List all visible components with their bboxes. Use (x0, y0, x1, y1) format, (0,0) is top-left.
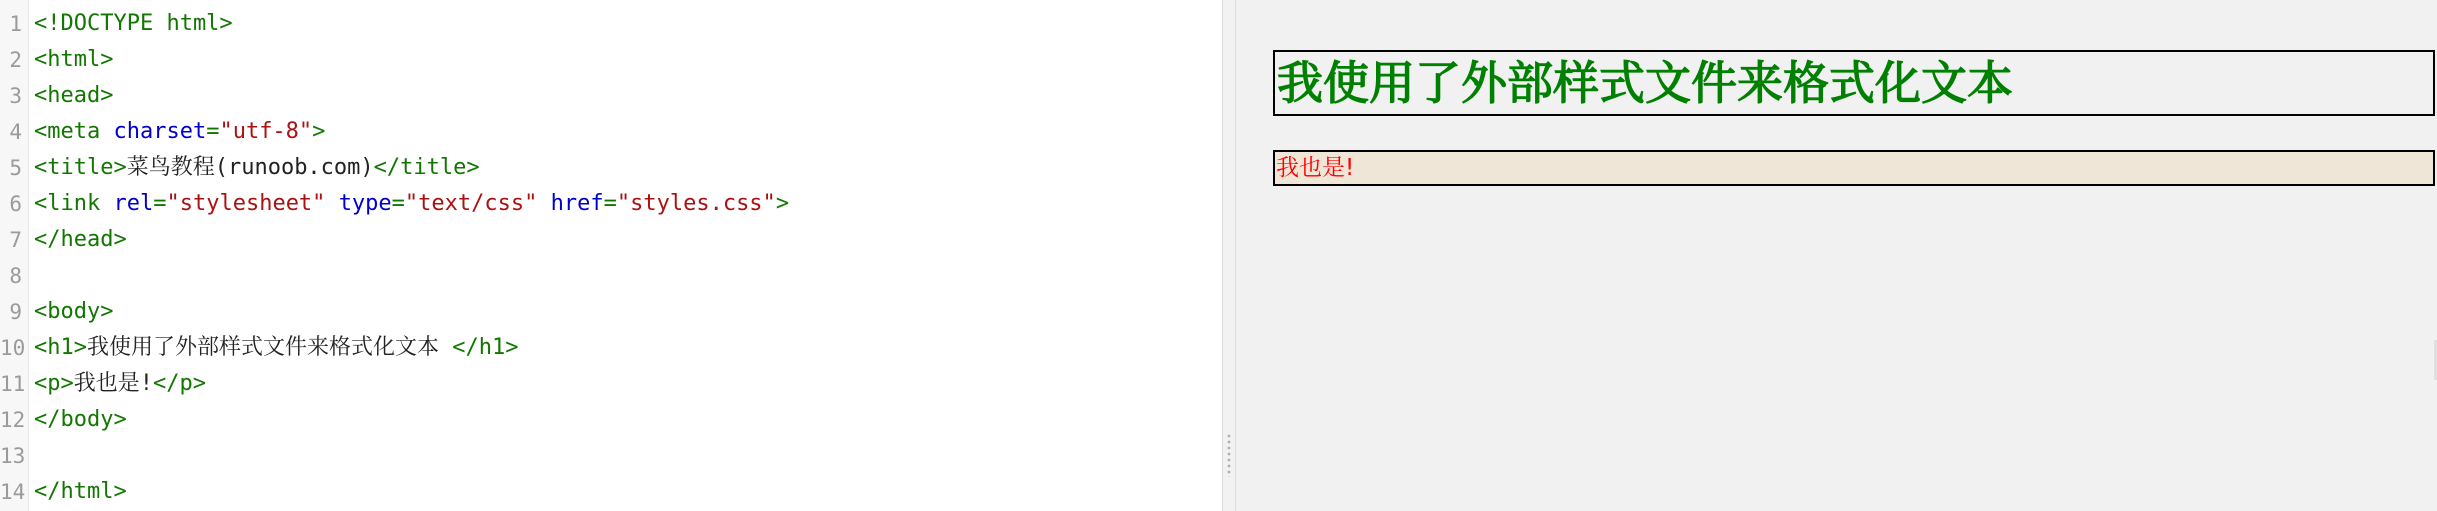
line-number: 2 (9, 48, 22, 72)
line-number: 5 (9, 156, 22, 180)
code-token: <meta (34, 119, 114, 144)
line-number: 3 (9, 84, 22, 108)
code-token: "styles.css" (616, 191, 776, 216)
result-preview (1236, 0, 2437, 511)
code-token: type (338, 191, 392, 216)
code-line[interactable] (0, 6, 1222, 42)
code-token: <!DOCTYPE html> (34, 11, 233, 36)
line-number: 6 (9, 192, 22, 216)
code-line[interactable] (0, 150, 1222, 186)
code-token: = (206, 119, 220, 144)
code-text (34, 186, 789, 222)
code-text (34, 294, 113, 330)
code-text (34, 150, 480, 186)
code-token: 我使用了外部样式文件来格式化文本 (86, 335, 453, 360)
code-token: <title> (34, 155, 127, 180)
code-text (34, 366, 206, 402)
code-line[interactable] (0, 186, 1222, 222)
line-number: 4 (9, 120, 22, 144)
preview-paragraph: 我也是! (1273, 150, 2435, 186)
code-line[interactable] (0, 222, 1222, 258)
line-number: 7 (9, 228, 22, 252)
drag-handle-icon[interactable] (1226, 433, 1232, 477)
code-token: </h1> (452, 335, 519, 360)
code-line[interactable] (0, 330, 1222, 366)
code-text (34, 222, 127, 258)
line-number: 10 (0, 336, 26, 360)
code-text (34, 474, 127, 510)
code-token: <head> (34, 83, 114, 108)
code-token: href (550, 191, 604, 216)
code-token: </html> (34, 479, 127, 504)
pane-splitter[interactable] (1222, 0, 1236, 511)
code-token: 我也是! (73, 371, 153, 396)
code-token (537, 191, 550, 216)
code-token: = (603, 191, 617, 216)
code-token: <h1> (34, 335, 87, 360)
code-line[interactable] (0, 114, 1222, 150)
code-token: "text/css" (404, 191, 538, 216)
code-text (34, 114, 325, 150)
code-line[interactable] (0, 258, 1222, 294)
code-line[interactable] (0, 42, 1222, 78)
code-text (34, 330, 518, 366)
code-token: <p> (34, 371, 74, 396)
code-line[interactable] (0, 366, 1222, 402)
line-number: 11 (0, 372, 26, 396)
code-token: "utf-8" (219, 119, 313, 144)
preview-heading: 我使用了外部样式文件来格式化文本 (1273, 50, 2435, 116)
code-text (34, 6, 233, 42)
code-token: > (312, 119, 326, 144)
code-token: </body> (34, 407, 127, 432)
code-text (34, 42, 113, 78)
code-text (34, 78, 113, 114)
line-number: 1 (9, 12, 22, 36)
code-token (325, 191, 338, 216)
code-line[interactable] (0, 294, 1222, 330)
code-text (34, 402, 127, 438)
code-token: <html> (34, 47, 114, 72)
code-token: <link (34, 191, 114, 216)
line-number: 14 (0, 480, 26, 504)
code-line[interactable] (0, 438, 1222, 474)
code-token: > (775, 191, 790, 216)
code-token: </title> (373, 155, 480, 180)
code-line[interactable] (0, 78, 1222, 114)
code-token: charset (113, 119, 207, 144)
code-token: = (391, 191, 405, 216)
code-token: </head> (34, 227, 127, 252)
line-number: 9 (9, 300, 22, 324)
code-token: rel (113, 191, 154, 216)
line-number: 12 (0, 408, 26, 432)
code-line[interactable] (0, 402, 1222, 438)
line-number: 8 (9, 264, 22, 288)
code-token: "stylesheet" (166, 191, 326, 216)
code-token: </p> (153, 371, 206, 396)
code-token: <body> (34, 299, 114, 324)
line-number: 13 (0, 444, 26, 468)
code-token: 菜鸟教程(runoob.com) (126, 155, 374, 180)
code-token: = (153, 191, 167, 216)
code-line[interactable] (0, 474, 1222, 510)
